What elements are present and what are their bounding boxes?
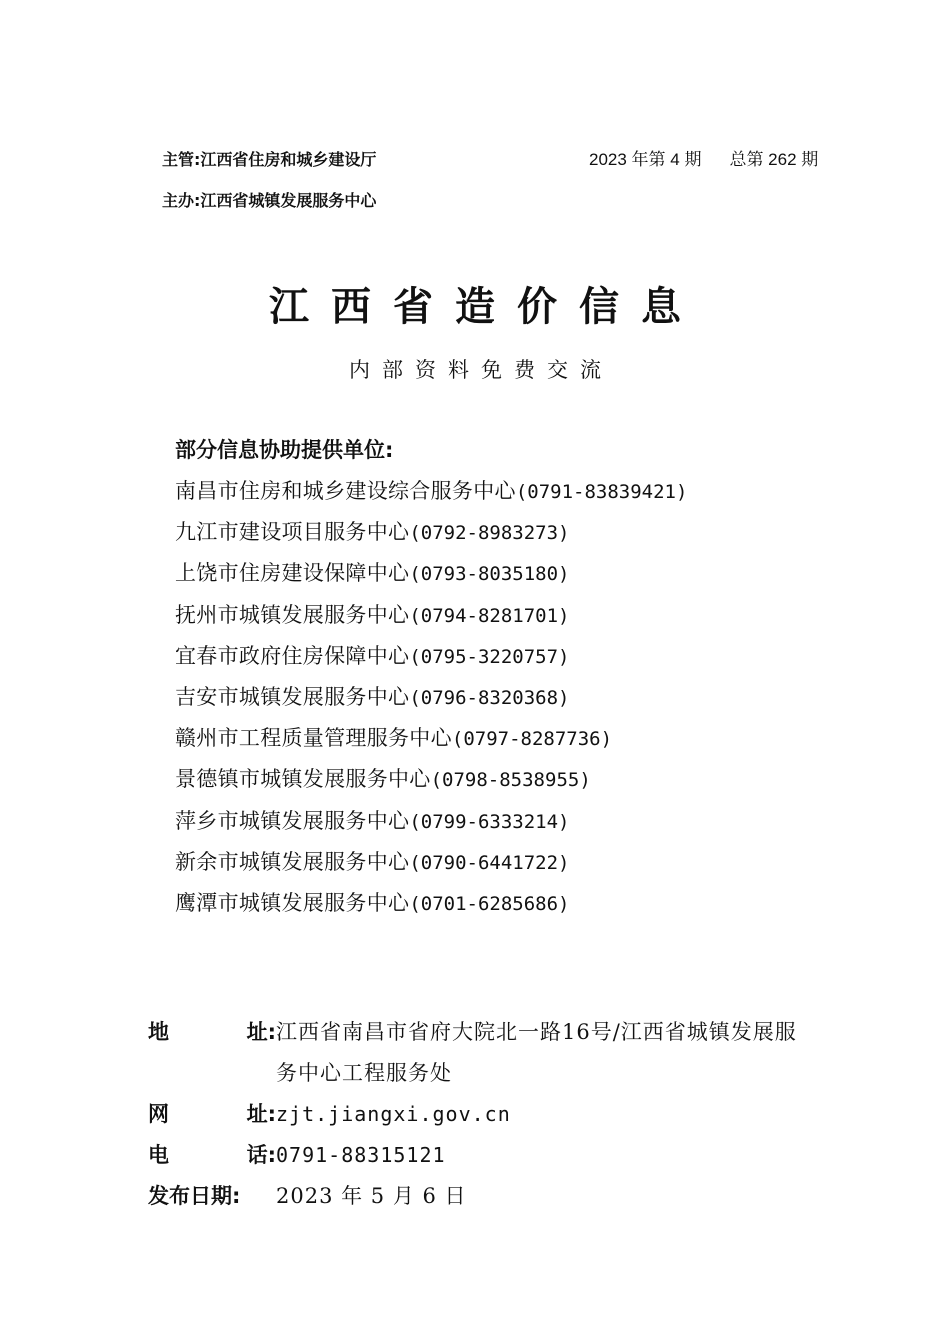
provider-phone: (0795-3220757) (409, 645, 570, 668)
provider-phone: (0790-6441722) (409, 851, 570, 874)
provider-phone: (0797-8287736) (451, 728, 613, 751)
provider-name: 景德镇市城镇发展服务中心 (175, 767, 431, 792)
provider-name: 九江市建设项目服务中心 (175, 520, 410, 545)
provider-phone: (0793-8035180) (409, 563, 570, 586)
provider-item (175, 887, 687, 928)
provider-name: 南昌市住房和城乡建设综合服务中心 (175, 479, 516, 503)
provider-name: 鹰潭市城镇发展服务中心 (175, 890, 410, 915)
issue-info (589, 150, 818, 170)
website-label: 网 址: (148, 1102, 276, 1126)
provider-phone: (0799-6333214) (409, 810, 570, 833)
address-row (148, 1012, 816, 1094)
total-issue-number: 总第 262 期 (729, 150, 819, 169)
provider-item (175, 805, 687, 846)
date-label: 发布日期: (148, 1184, 241, 1208)
provider-phone: (0792-8983273) (409, 522, 570, 545)
provider-item (175, 516, 687, 557)
phone-value: 0791-88315121 (276, 1143, 446, 1167)
provider-name: 赣州市工程质量管理服务中心 (175, 726, 452, 751)
address-value: 江西省南昌市省府大院北一路16号/江西省城镇发展服务中心工程服务处 (276, 1020, 797, 1085)
phone-row (148, 1135, 816, 1176)
provider-item (175, 763, 687, 804)
page-title: 江西省造价信息 (269, 284, 703, 330)
supervisor-line: 主管:江西省住房和城乡建设厅 (162, 150, 377, 169)
provider-name: 宜春市政府住房保障中心 (175, 643, 410, 668)
provider-name: 上饶市住房建设保障中心 (175, 561, 410, 586)
provider-list (175, 434, 687, 928)
provider-name: 抚州市城镇发展服务中心 (175, 602, 410, 627)
date-row (148, 1176, 816, 1217)
phone-label: 电 话: (148, 1143, 276, 1167)
provider-name: 萍乡市城镇发展服务中心 (175, 808, 410, 833)
provider-phone: (0798-8538955) (430, 769, 591, 792)
publication-info (148, 1012, 816, 1217)
address-label: 地 址: (148, 1020, 276, 1044)
provider-item (175, 846, 687, 887)
provider-phone: (0791-83839421) (515, 481, 688, 503)
provider-phone: (0796-8320368) (409, 686, 570, 709)
date-value: 2023 年 5 月 6 日 (276, 1184, 467, 1208)
provider-item (175, 722, 687, 763)
website-row (148, 1094, 816, 1135)
provider-phone: (0701-6285686) (409, 892, 570, 915)
provider-phone: (0794-8281701) (409, 604, 570, 627)
provider-item (175, 640, 687, 681)
provider-heading: 部分信息协助提供单位: (175, 438, 394, 462)
provider-item (175, 557, 687, 598)
provider-item (175, 475, 687, 516)
page-subtitle: 内部资料免费交流 (349, 358, 613, 382)
issue-number: 2023 年第 4 期 (589, 150, 702, 169)
provider-name: 新余市城镇发展服务中心 (175, 849, 410, 874)
provider-item (175, 599, 687, 640)
provider-item (175, 681, 687, 722)
website-link[interactable]: zjt.jiangxi.gov.cn (276, 1102, 511, 1126)
sponsor-line: 主办:江西省城镇发展服务中心 (162, 191, 377, 210)
provider-name: 吉安市城镇发展服务中心 (175, 684, 410, 709)
